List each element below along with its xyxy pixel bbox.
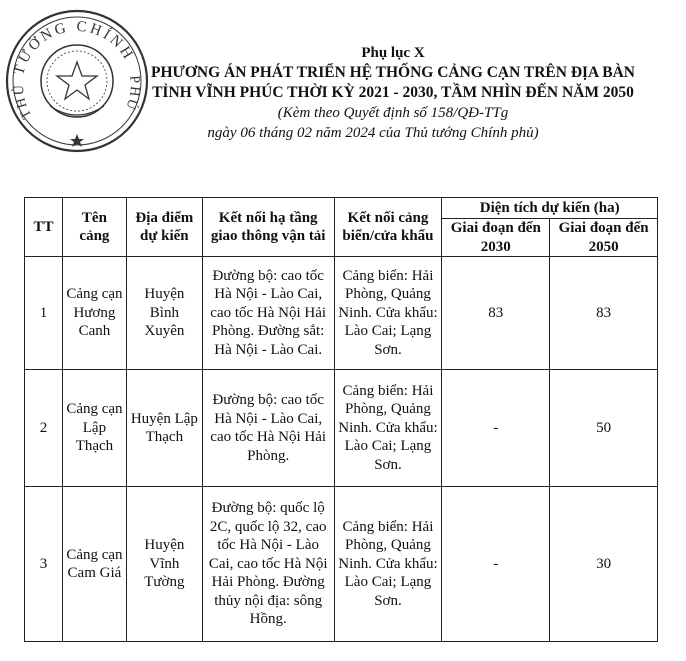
cell-area-2050: 83 (550, 257, 658, 370)
header-area: Diện tích dự kiến (ha) (442, 198, 658, 219)
cell-location: Huyện Bình Xuyên (126, 257, 202, 370)
header-tt: TT (25, 198, 63, 257)
header-location: Địa điểm dự kiến (126, 198, 202, 257)
header-period-2050: Giai đoạn đến 2050 (550, 219, 658, 257)
cell-port: Cảng biển: Hải Phòng, Quảng Ninh. Cửa khẩu: Lào Cai; Lạng Sơn. (334, 257, 442, 370)
subtitle-line-2: ngày 06 tháng 02 năm 2024 của Thủ tướng Chính phủ) (207, 125, 539, 141)
table-row (25, 487, 658, 642)
cell-location: Huyện Lập Thạch (126, 370, 202, 487)
cell-location: Huyện Vĩnh Tường (126, 487, 202, 642)
cell-tt: 1 (25, 257, 63, 370)
svg-text:THỦ (10, 83, 35, 122)
seal-text-top: TƯỚNG CHÍNH (11, 18, 138, 77)
cell-area-2030: 83 (442, 257, 550, 370)
cell-area-2030: - (442, 370, 550, 487)
appendix-label: Phụ lục X (361, 45, 425, 61)
cell-name: Cảng cạn Cam Giá (62, 487, 126, 642)
cell-tt: 3 (25, 487, 63, 642)
cell-port: Cảng biển: Hải Phòng, Quảng Ninh. Cửa khẩu: Lào Cai; Lạng Sơn. (334, 487, 442, 642)
cell-transport: Đường bộ: cao tốc Hà Nội - Lào Cai, cao tốc Hà Nội Hải Phòng. (202, 370, 334, 487)
table-row (25, 370, 658, 487)
title-line-1: PHƯƠNG ÁN PHÁT TRIỂN HỆ THỐNG CẢNG CẠN TRÊN ĐỊA BÀN (150, 64, 635, 81)
subtitle-line-1: (Kèm theo Quyết định số 158/QĐ-TTg (277, 105, 509, 121)
cell-area-2050: 30 (550, 487, 658, 642)
seal-text-left: THỦ (11, 82, 36, 122)
document-header (40, 44, 686, 143)
seal-text-right: PHỦ (121, 75, 143, 114)
header-name: Tên cảng (62, 198, 126, 257)
table-row (25, 257, 658, 370)
header-transport: Kết nối hạ tầng giao thông vận tải (202, 198, 334, 257)
header-period-2030: Giai đoạn đến 2030 (442, 219, 550, 257)
cell-tt: 2 (25, 370, 63, 487)
cell-transport: Đường bộ: cao tốc Hà Nội - Lào Cai, cao tốc Hà Nội Hải Phòng. Đường sắt: Hà Nội - Lào Cai. (202, 257, 334, 370)
cell-transport: Đường bộ: quốc lộ 2C, quốc lộ 32, cao tốc Hà Nội - Lào Cai, cao tốc Hà Nội Hải Phòng. Đường thủy nội địa: sông Hồng. (202, 487, 334, 642)
cell-name: Cảng cạn Hương Canh (62, 257, 126, 370)
header-row-1 (25, 198, 658, 219)
cell-area-2050: 50 (550, 370, 658, 487)
cell-name: Cảng cạn Lập Thạch (62, 370, 126, 487)
dry-port-table (24, 197, 658, 642)
header-port: Kết nối cảng biển/cửa khẩu (334, 198, 442, 257)
cell-area-2030: - (442, 487, 550, 642)
cell-port: Cảng biển: Hải Phòng, Quảng Ninh. Cửa khẩu: Lào Cai; Lạng Sơn. (334, 370, 442, 487)
title-line-2: TỈNH VĨNH PHÚC THỜI KỲ 2021 - 2030, TẦM NHÌN ĐẾN NĂM 2050 (152, 84, 634, 101)
